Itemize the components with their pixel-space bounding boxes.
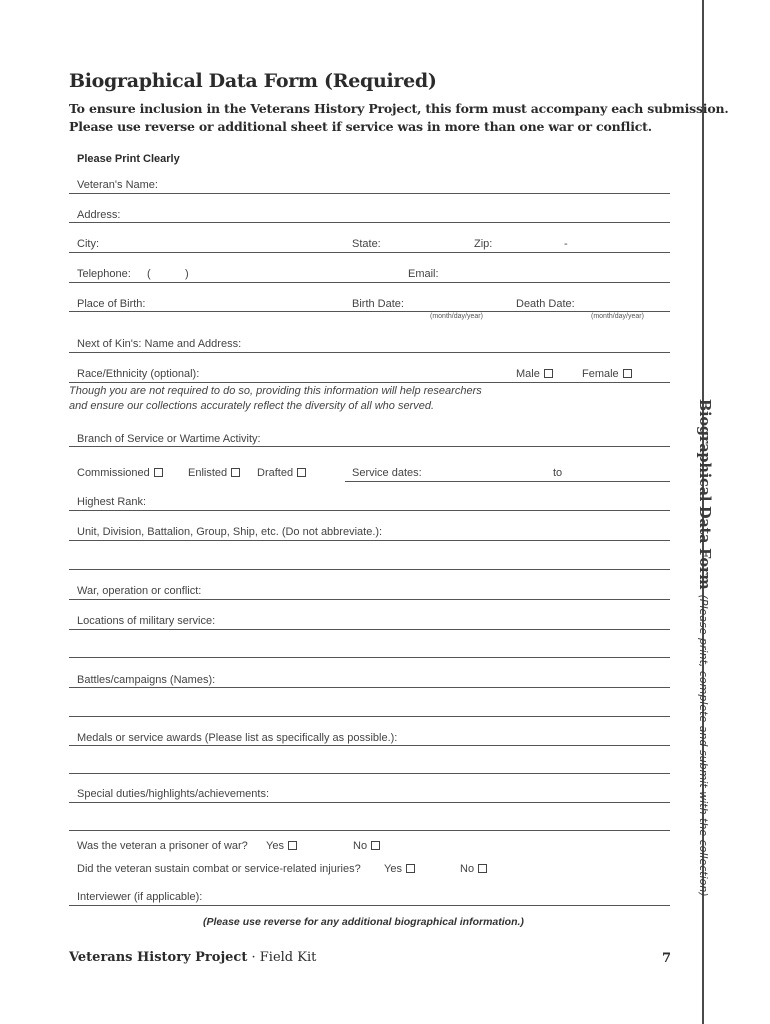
branch-label: Branch of Service or Wartime Activity: bbox=[77, 433, 261, 445]
commissioned-option[interactable] bbox=[77, 467, 163, 479]
pow-no-label: No bbox=[353, 840, 368, 852]
veteran-name-label: Veteran's Name: bbox=[77, 179, 158, 191]
injuries-yes-option[interactable] bbox=[384, 863, 415, 875]
interviewer-field[interactable] bbox=[69, 905, 670, 906]
locations-field-line-2[interactable] bbox=[69, 657, 670, 658]
battles-field[interactable] bbox=[69, 687, 670, 688]
page-number: 7 bbox=[662, 951, 672, 966]
footer-separator: · bbox=[251, 950, 256, 965]
branch-field[interactable] bbox=[69, 446, 670, 447]
enlisted-option[interactable] bbox=[188, 467, 240, 479]
telephone-email-field[interactable] bbox=[69, 282, 670, 283]
interviewer-label: Interviewer (if applicable): bbox=[77, 891, 203, 903]
pow-no-option[interactable] bbox=[353, 840, 380, 852]
unit-field-line-2[interactable] bbox=[69, 569, 670, 570]
unit-label: Unit, Division, Battalion, Group, Ship, etc. (Do not abbreviate.): bbox=[77, 526, 383, 538]
next-of-kin-label: Next of Kin's: Name and Address: bbox=[77, 338, 242, 350]
footer-project: Veterans History Project bbox=[69, 950, 248, 965]
war-label: War, operation or conflict: bbox=[77, 585, 202, 597]
race-note-line-2: and ensure our collections accurately reflect the diversity of all who served. bbox=[69, 400, 435, 412]
pow-no-checkbox[interactable] bbox=[371, 841, 380, 850]
medals-label: Medals or service awards (Please list as specifically as possible.): bbox=[77, 732, 398, 744]
female-label: Female bbox=[582, 368, 619, 380]
place-of-birth-label: Place of Birth: bbox=[77, 298, 146, 310]
email-label: Email: bbox=[408, 268, 439, 280]
pow-yes-label: Yes bbox=[266, 840, 284, 852]
race-ethnicity-label: Race/Ethnicity (optional): bbox=[77, 368, 200, 380]
enlisted-checkbox[interactable] bbox=[231, 468, 240, 477]
injuries-no-option[interactable] bbox=[460, 863, 487, 875]
injuries-no-checkbox[interactable] bbox=[478, 864, 487, 873]
injuries-no-label: No bbox=[460, 863, 475, 875]
medals-field[interactable] bbox=[69, 745, 670, 746]
side-label-instructions: (Please print, complete and submit with the collection) bbox=[697, 594, 710, 897]
birth-date-format-hint: (month/day/year) bbox=[430, 313, 483, 320]
medals-field-line-2[interactable] bbox=[69, 773, 670, 774]
service-dates-field[interactable] bbox=[345, 481, 670, 482]
highest-rank-label: Highest Rank: bbox=[77, 496, 147, 508]
print-clearly-label: Please Print Clearly bbox=[77, 153, 180, 165]
address-field[interactable] bbox=[69, 222, 670, 223]
side-label-title: Biographical Data Form bbox=[696, 399, 713, 590]
race-ethnicity-field[interactable] bbox=[69, 382, 670, 383]
city-label: City: bbox=[77, 238, 99, 250]
special-duties-field-line-2[interactable] bbox=[69, 830, 670, 831]
highest-rank-field[interactable] bbox=[69, 510, 670, 511]
pow-yes-checkbox[interactable] bbox=[288, 841, 297, 850]
next-of-kin-field[interactable] bbox=[69, 352, 670, 353]
death-date-label: Death Date: bbox=[516, 298, 575, 310]
veteran-name-field[interactable] bbox=[69, 193, 670, 194]
female-option[interactable] bbox=[582, 368, 632, 380]
drafted-option[interactable] bbox=[257, 467, 306, 479]
unit-field[interactable] bbox=[69, 540, 670, 541]
commissioned-label: Commissioned bbox=[77, 467, 150, 479]
special-duties-field[interactable] bbox=[69, 802, 670, 803]
service-dates-to: to bbox=[553, 467, 563, 479]
female-checkbox[interactable] bbox=[623, 369, 632, 378]
reverse-note: (Please use reverse for any additional biographical information.) bbox=[203, 916, 524, 928]
pow-yes-option[interactable] bbox=[266, 840, 297, 852]
telephone-label: Telephone: bbox=[77, 268, 131, 280]
male-label: Male bbox=[516, 368, 540, 380]
race-note-line-1: Though you are not required to do so, providing this information will help researchers bbox=[69, 385, 482, 397]
birth-info-field[interactable] bbox=[69, 311, 670, 312]
enlisted-label: Enlisted bbox=[188, 467, 228, 479]
drafted-checkbox[interactable] bbox=[297, 468, 306, 477]
city-state-zip-field[interactable] bbox=[69, 252, 670, 253]
special-duties-label: Special duties/highlights/achievements: bbox=[77, 788, 270, 800]
injuries-yes-checkbox[interactable] bbox=[406, 864, 415, 873]
form-title: Biographical Data Form (Required) bbox=[69, 70, 437, 92]
locations-field[interactable] bbox=[69, 629, 670, 630]
side-label bbox=[696, 399, 715, 897]
pow-question: Was the veteran a prisoner of war? bbox=[77, 840, 248, 852]
male-option[interactable] bbox=[516, 368, 553, 380]
locations-label: Locations of military service: bbox=[77, 615, 216, 627]
telephone-open-paren: ( bbox=[147, 268, 151, 280]
drafted-label: Drafted bbox=[257, 467, 294, 479]
zip-label: Zip: bbox=[474, 238, 493, 250]
death-date-format-hint: (month/day/year) bbox=[591, 313, 644, 320]
battles-field-line-2[interactable] bbox=[69, 716, 670, 717]
form-subtitle-line-1: To ensure inclusion in the Veterans History Project, this form must accompany each submission. bbox=[69, 101, 729, 116]
injuries-yes-label: Yes bbox=[384, 863, 402, 875]
footer-title bbox=[69, 950, 316, 965]
war-field[interactable] bbox=[69, 599, 670, 600]
form-subtitle-line-2: Please use reverse or additional sheet if service was in more than one war or conflict. bbox=[69, 119, 652, 134]
footer-kit: Field Kit bbox=[259, 950, 317, 965]
state-label: State: bbox=[352, 238, 381, 250]
service-dates-label: Service dates: bbox=[352, 467, 422, 479]
commissioned-checkbox[interactable] bbox=[154, 468, 163, 477]
battles-label: Battles/campaigns (Names): bbox=[77, 674, 216, 686]
address-label: Address: bbox=[77, 209, 121, 221]
injuries-question: Did the veteran sustain combat or service-related injuries? bbox=[77, 863, 361, 875]
birth-date-label: Birth Date: bbox=[352, 298, 404, 310]
male-checkbox[interactable] bbox=[544, 369, 553, 378]
telephone-close-paren: ) bbox=[185, 268, 189, 280]
zip-dash: - bbox=[564, 238, 568, 250]
